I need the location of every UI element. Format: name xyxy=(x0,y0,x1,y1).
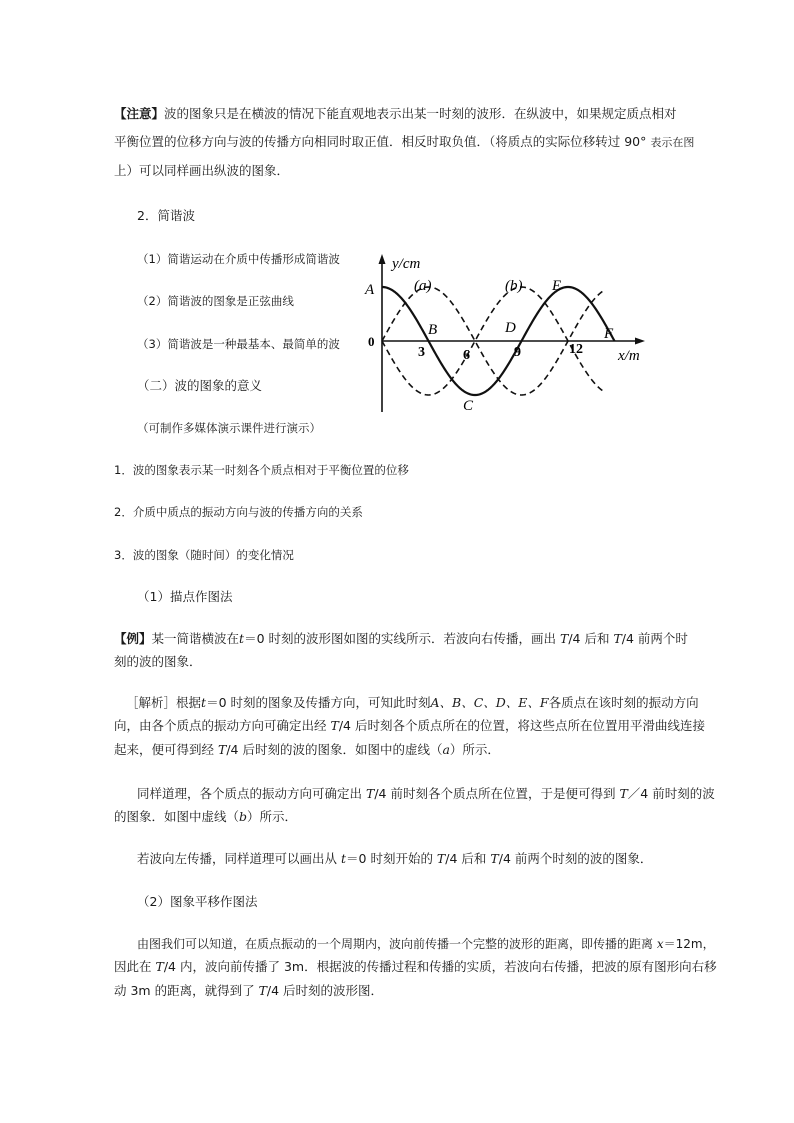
analysis-line-2: 向，由各个质点的振动方向可确定出经 T/4 后时刻各个质点所在的位置，将这些点所在位置用平滑曲线连接 xyxy=(114,718,705,733)
analysis-line-3: 起来，便可得到经 T/4 后时刻的波的图象．如图中的虚线（a）所示． xyxy=(114,742,500,757)
final-line-1: 由图我们可以知道，在质点振动的一个周期内，波向前传播一个完整的波形的距离，即传播的距离 x＝12m， xyxy=(137,937,715,951)
list-item: （1）简谐运动在介质中传播形成简谐波 xyxy=(137,252,340,266)
x-axis-label: x/m xyxy=(618,348,640,364)
section-b-heading: （二）波的图象的意义 xyxy=(137,378,263,393)
tick-label: 12 xyxy=(569,342,583,357)
point-label-f: F xyxy=(604,326,614,342)
media-note: （可制作多媒体演示课件进行演示） xyxy=(137,421,321,435)
curve-b-label: (b) xyxy=(505,278,523,294)
tick-label: 9 xyxy=(514,345,521,360)
list-item: （3）简谐波是一种最基本、最简单的波 xyxy=(137,337,340,351)
tick-label: 3 xyxy=(418,345,425,360)
same-line-2: 的图象．如图中虚线（b）所示． xyxy=(114,809,298,824)
left-line: 若波向左传播，同样道理可以画出从 t＝0 时刻开始的 T/4 后和 T/4 前两个时刻的波的图象． xyxy=(137,851,653,866)
note-line-1: 【注意】波的图象只是在横波的情况下能直观地表示出某一时刻的波形．在纵波中，如果规定质点相对 xyxy=(114,106,677,121)
wave-figure xyxy=(362,250,662,420)
x-axis-arrow xyxy=(635,338,645,345)
point-2: 2．介质中质点的振动方向与波的传播方向的关系 xyxy=(114,505,363,519)
point-label-e: E xyxy=(552,278,562,294)
point-3: 3．波的图象（随时间）的变化情况 xyxy=(114,548,294,562)
curve-a-label: (a) xyxy=(414,278,432,294)
y-axis-label: y/cm xyxy=(392,256,421,272)
analysis-line-1: ［解析］根据t＝0 时刻的图象及传播方向，可知此时刻A、B、C、D、E、F各质点在该时刻的振动方向 xyxy=(126,695,699,710)
point-label-a: A xyxy=(365,282,375,298)
same-line-1: 同样道理，各个质点的振动方向可确定出 T/4 前时刻各个质点所在位置，于是便可得到 T／4 前时刻的波 xyxy=(137,786,715,801)
note-tag: 【注意】 xyxy=(114,106,165,121)
point-label-d: D xyxy=(505,320,516,336)
origin-label: 0 xyxy=(368,334,375,349)
point-label-b: B xyxy=(428,322,438,338)
example-line-1: 【例】某一简谐横波在t＝0 时刻的波形图如图的实线所示．若波向右传播，画出 T/4 后和 T/4 前两个时 xyxy=(114,631,688,646)
final-line-2: 因此在 T/4 内，波向前传播了 3m．根据波的传播过程和传播的实质，若波向右传播，把波的原有图形向右移 xyxy=(114,959,717,974)
method-1-heading: （1）描点作图法 xyxy=(137,589,233,604)
point-label-c: C xyxy=(463,398,474,414)
note-line-2: 平衡位置的位移方向与波的传播方向相同时取正值．相反时取负值．（将质点的实际位移转过 90° 表示在图 xyxy=(114,134,695,149)
y-axis-arrow xyxy=(379,254,386,264)
list-item: （2）简谐波的图象是正弦曲线 xyxy=(137,294,294,308)
tick-label: 6 xyxy=(463,348,470,363)
method-2-heading: （2）图象平移作图法 xyxy=(137,894,258,909)
example-line-2: 刻的波的图象． xyxy=(114,654,202,669)
point-1: 1．波的图象表示某一时刻各个质点相对于平衡位置的位移 xyxy=(114,463,409,477)
section-2-heading: 2．简谐波 xyxy=(137,208,195,223)
note-line-3: 上）可以同样画出纵波的图象． xyxy=(114,163,290,178)
final-line-3: 动 3m 的距离，就得到了 T/4 后时刻的波形图． xyxy=(114,983,384,998)
